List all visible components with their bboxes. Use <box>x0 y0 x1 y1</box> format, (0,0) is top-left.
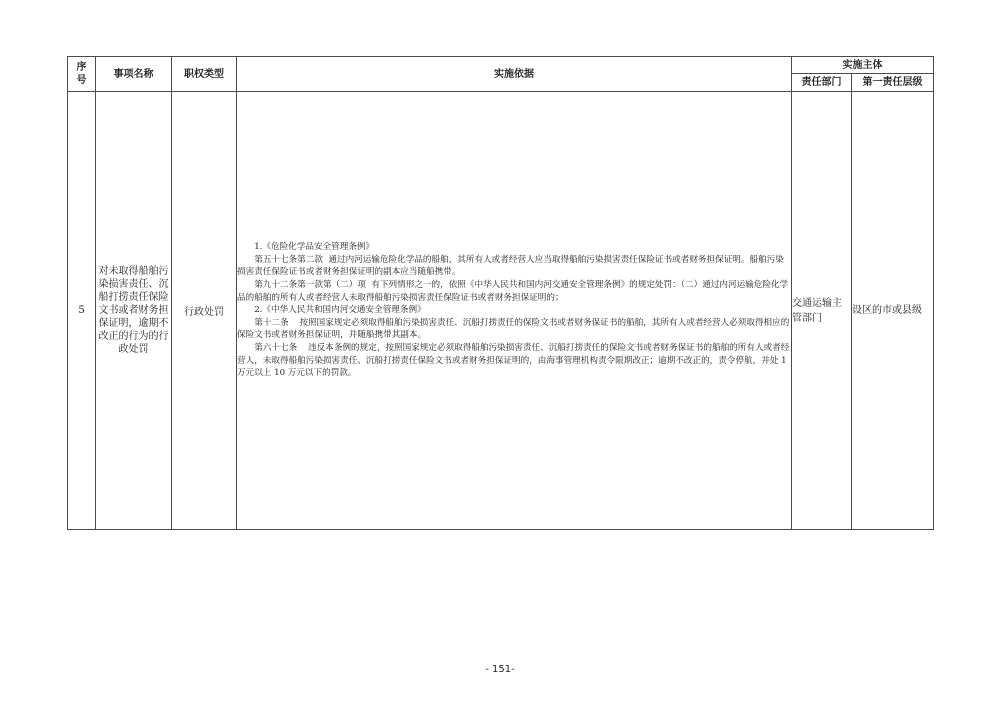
table-row <box>68 92 934 530</box>
header-power-type: 职权类型 <box>172 57 237 92</box>
basis-line: 第五十七条第二款 通过内河运输危险化学品的船舶，其所有人或者经营人应当取得船舶污染损害责任保险证书或者财务担保证明。船舶污染损害责任保险证书或者财务担保证明的副本应当随船携带。 <box>237 254 784 278</box>
basis-line: 第九十二条第一款第（二）项 有下列情形之一的，依照《中华人民共和国内河交通安全管理条例》的规定处罚：（二）通过内河运输危险化学品的船舶的所有人或者经营人未取得船舶污染损害责任保险证书或者财务担保证明的； <box>237 280 789 303</box>
basis-line: 第十二条 按照国家规定必须取得船舶污染损害责任、沉船打捞责任的保险文书或者财务保证书的船舶，其所有人或者经营人必须取得相应的保险文书或者财务担保证明，并随船携带其副本。 <box>237 317 790 341</box>
cell-first-level: 设区的市或县级 <box>852 92 934 530</box>
cell-item-name: 对未取得船舶污染损害责任、沉船打捞责任保险文书或者财务担保证明，逾期不改正的行为的行政处罚 <box>96 92 172 530</box>
header-item-name: 事项名称 <box>96 57 172 92</box>
header-first-level: 第一责任层级 <box>852 74 934 92</box>
header-seq: 序号 <box>68 57 96 92</box>
page-number: - 151- <box>485 664 515 675</box>
basis-line: 第六十七条 违反本条例的规定，按照国家规定必须取得船舶污染损害责任、沉船打捞责任的保险文书或者财务保证书的船舶的所有人或者经营人，未取得船舶污染损害责任、沉船打捞责任保险文书或者财务担保证明的，由海事管理机构责令限期改正；逾期不改正的，责令停航，并处 1 万元以上 10 万元以下的罚款。 <box>237 342 790 379</box>
cell-seq: 5 <box>68 92 96 530</box>
header-subject: 实施主体 <box>792 57 934 74</box>
power-list-table <box>67 56 934 530</box>
cell-power-type: 行政处罚 <box>172 92 237 530</box>
header-basis: 实施依据 <box>237 57 792 92</box>
cell-responsible-dept: 交通运输主管部门 <box>792 92 852 530</box>
cell-basis <box>237 92 792 530</box>
header-responsible-dept: 责任部门 <box>792 74 852 92</box>
basis-line: 1.《危险化学品安全管理条例》 <box>254 242 375 253</box>
basis-line: 2.《中华人民共和国内河交通安全管理条例》 <box>254 305 426 316</box>
